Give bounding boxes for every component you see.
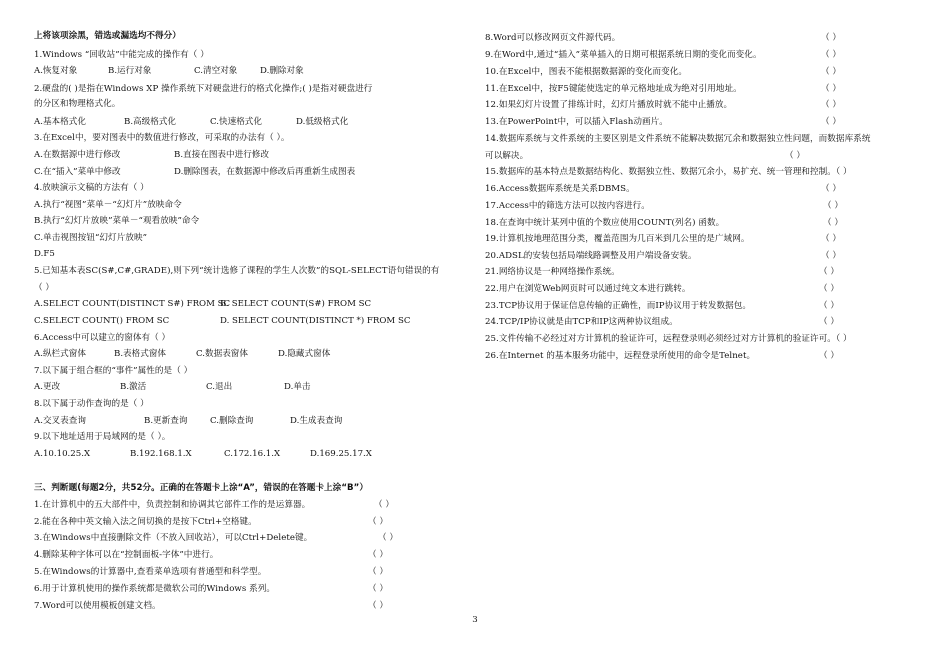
tf-statement-14-line-2: 可以解决。 [485, 151, 529, 161]
q4-option-a: A.执行“视图”菜单－“幻灯片”放映命令 [34, 200, 182, 210]
q1-option-b: B.运行对象 [108, 66, 152, 76]
q2-option-a: A.基本格式化 [34, 117, 86, 127]
tf-answer-paren-26: （ ） [819, 351, 839, 361]
q8-option-b: B.更新查询 [144, 416, 188, 426]
tf-answer-paren-6: （ ） [368, 584, 388, 594]
q9-option-d: D.169.25.17.X [310, 449, 372, 459]
tf-answer-paren-8: （ ） [821, 33, 841, 43]
question-6: 6.Access中可以建立的窗体有（ ） [34, 333, 171, 343]
tf-answer-paren-24: （ ） [819, 317, 839, 327]
section-header-true-false: 三、判断题(每题2分，共52分。正确的在答题卡上涂“A”，错误的在答题卡上涂“B”） [34, 483, 368, 493]
tf-statement-22: 22.用户在浏览Web网页时可以通过纯文本进行跳转。 [485, 284, 691, 294]
q2-option-c: C.快速格式化 [210, 117, 262, 127]
page-number: 3 [472, 615, 478, 625]
tf-answer-paren-13: （ ） [821, 117, 841, 127]
q2-option-d: D.低级格式化 [296, 117, 349, 127]
tf-answer-paren-10: （ ） [821, 67, 841, 77]
q6-option-d: D.隐藏式窗体 [278, 349, 331, 359]
tf-statement-13: 13.在PowerPoint中，可以插入Flash动画片。 [485, 117, 668, 127]
tf-statement-25: 25.文件传输不必经过对方计算机的验证许可，远程登录则必须经过对方计算机的验证许可。（ ） [485, 334, 852, 344]
tf-answer-paren-9: （ ） [821, 50, 841, 60]
question-1: 1.Windows “回收站”中能完成的操作有（ ） [34, 50, 209, 60]
q9-option-b: B.192.168.1.X [130, 449, 192, 459]
question-9: 9.以下地址适用于局域网的是（ ）。 [34, 432, 171, 442]
q1-option-c: C.清空对象 [194, 66, 238, 76]
q9-option-c: C.172.16.1.X [224, 449, 281, 459]
tf-statement-26: 26.在Internet 的基本服务功能中，远程登录所使用的命令是Telnet。 [485, 351, 756, 361]
q6-option-c: C.数据表窗体 [196, 349, 248, 359]
q6-option-a: A.纵栏式窗体 [34, 349, 86, 359]
tf-statement-14-line-1: 14.数据库系统与文件系统的主要区别是文件系统不能解决数据冗余和数据独立性问题，而数据库系统 [485, 134, 871, 144]
q5-option-b: B. SELECT COUNT(S#) FROM SC [220, 299, 372, 309]
tf-answer-paren-16: （ ） [821, 184, 841, 194]
question-5-line-2: （ ） [34, 283, 55, 293]
q5-option-d: D. SELECT COUNT(DISTINCT *) FROM SC [220, 316, 411, 326]
tf-answer-paren-23: （ ） [819, 301, 839, 311]
q3-option-a: A.在数据源中进行修改 [34, 150, 121, 160]
tf-statement-2: 2.能在各种中英文输入法之间切换的是按下Ctrl+空格键。 [34, 517, 257, 527]
question-4: 4.放映演示文稿的方法有（ ） [34, 183, 149, 193]
tf-answer-paren-7: （ ） [368, 601, 388, 611]
question-5-line-1: 5.已知基本表SC(S#,C#,GRADE),则下列“统计选修了课程的学生人次数”的SQL-SELECT语句错误的有 [34, 266, 440, 276]
question-8: 8.以下属于动作查询的是（ ） [34, 399, 149, 409]
tf-answer-paren-5: （ ） [368, 567, 388, 577]
tf-statement-11: 11.在Excel中，按F5键能使选定的单元格地址成为绝对引用地址。 [485, 84, 742, 94]
q8-option-c: C.删除查询 [210, 416, 254, 426]
tf-statement-21: 21.网络协议是一种网络操作系统。 [485, 267, 620, 277]
tf-answer-paren-21: （ ） [819, 267, 839, 277]
tf-statement-6: 6.用于计算机使用的操作系统都是微软公司的Windows 系列。 [34, 584, 276, 594]
q4-option-c: C.单击视图按钮“幻灯片放映” [34, 233, 148, 243]
q1-option-a: A.恢复对象 [34, 66, 78, 76]
q3-option-d: D.删除图表，在数据源中修改后再重新生成图表 [174, 167, 356, 177]
question-3: 3.在Excel中，要对图表中的数值进行修改，可采取的办法有（ ）。 [34, 133, 290, 143]
tf-answer-paren-12: （ ） [821, 100, 841, 110]
tf-statement-19: 19.计算机按地理范围分类，覆盖范围为几百米到几公里的是广域网。 [485, 234, 750, 244]
question-2-line-1: 2.硬盘的( )是指在Windows XP 操作系统下对硬盘进行的格式化操作;( )是指对硬盘进行 [34, 84, 373, 94]
tf-answer-paren-18: （ ） [823, 218, 843, 228]
q3-option-c: C.在“插入”菜单中修改 [34, 167, 121, 177]
tf-statement-3: 3.在Windows中直接删除文件（不放入回收站），可以Ctrl+Delete键。 [34, 533, 313, 543]
q7-option-b: B.激活 [120, 382, 147, 392]
tf-statement-15: 15.数据库的基本特点是数据结构化、数据独立性、数据冗余小，易扩充、统一管理和控制。（ ） [485, 167, 852, 177]
section-header-multiple-choice: 上将该项涂黑，错选或漏选均不得分） [34, 31, 181, 41]
tf-statement-16: 16.Access数据库系统是关系DBMS。 [485, 184, 635, 194]
tf-statement-9: 9.在Word中,通过“插入”菜单插入的日期可根据系统日期的变化而变化。 [485, 50, 762, 60]
tf-statement-10: 10.在Excel中，图表不能根据数据源的变化而变化。 [485, 67, 688, 77]
tf-statement-17: 17.Access中的筛选方法可以按内容进行。 [485, 201, 650, 211]
q8-option-d: D.生成表查询 [290, 416, 343, 426]
tf-statement-23: 23.TCP协议用于保证信息传输的正确性，而IP协议用于转发数据包。 [485, 301, 752, 311]
tf-statement-1: 1.在计算机中的五大部件中，负责控制和协调其它部件工作的是运算器。 [34, 500, 311, 510]
tf-statement-20: 20.ADSL的安装包括局端线路调整及用户端设备安装。 [485, 251, 697, 261]
q9-option-a: A.10.10.25.X [34, 449, 91, 459]
tf-answer-paren-17: （ ） [823, 201, 843, 211]
question-2-line-2: 的分区和物理格式化。 [34, 99, 121, 109]
question-7: 7.以下属于组合框的“事件”属性的是（ ） [34, 366, 193, 376]
tf-answer-paren-4: （ ） [368, 550, 388, 560]
tf-statement-7: 7.Word可以使用模板创建文档。 [34, 601, 161, 611]
tf-answer-paren-3: （ ） [378, 533, 398, 543]
q5-option-c: C.SELECT COUNT() FROM SC [34, 316, 170, 326]
tf-statement-12: 12.如果幻灯片设置了排练计时，幻灯片播放时就不能中止播放。 [485, 100, 733, 110]
tf-answer-paren-1: （ ） [374, 500, 394, 510]
tf-answer-paren-2: （ ） [368, 517, 388, 527]
q4-option-d: D.F5 [34, 249, 55, 259]
q7-option-a: A.更改 [34, 382, 61, 392]
tf-statement-4: 4.删除某种字体可以在“控制面板-字体”中进行。 [34, 550, 219, 560]
q6-option-b: B.表格式窗体 [114, 349, 167, 359]
tf-statement-5: 5.在Windows的计算器中,查看菜单选项有普通型和科学型。 [34, 567, 267, 577]
tf-statement-24: 24.TCP/IP协议就是由TCP和IP这两种协议组成。 [485, 317, 678, 327]
q4-option-b: B.执行“幻灯片放映”菜单－“观看放映”命令 [34, 216, 200, 226]
tf-statement-8: 8.Word可以修改网页文件源代码。 [485, 33, 621, 43]
q7-option-c: C.退出 [206, 382, 233, 392]
q1-option-d: D.删除对象 [260, 66, 304, 76]
q2-option-b: B.高级格式化 [124, 117, 177, 127]
tf-statement-18: 18.在查询中统计某列中值的个数应使用COUNT(列名) 函数。 [485, 218, 725, 228]
q7-option-d: D.单击 [284, 382, 311, 392]
tf-answer-paren-19: （ ） [821, 234, 841, 244]
tf-answer-paren-20: （ ） [821, 251, 841, 261]
q3-option-b: B.直接在图表中进行修改 [174, 150, 269, 160]
q8-option-a: A.交叉表查询 [34, 416, 86, 426]
q5-option-a: A.SELECT COUNT(DISTINCT S#) FROM SC [34, 299, 231, 309]
tf-answer-paren-22: （ ） [819, 284, 839, 294]
tf-answer-paren-14: （ ） [785, 151, 805, 161]
tf-answer-paren-11: （ ） [821, 84, 841, 94]
